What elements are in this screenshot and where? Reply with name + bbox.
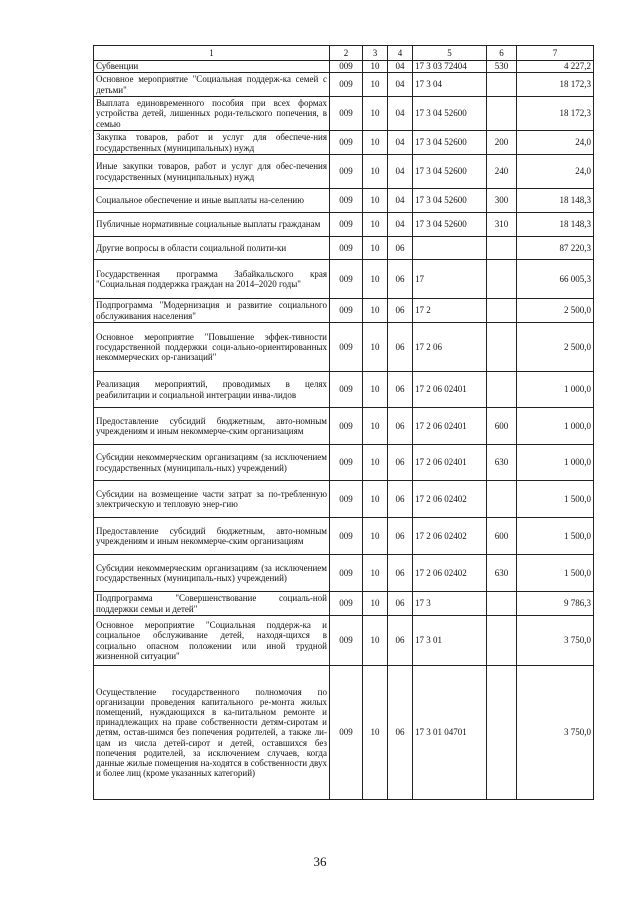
- section-code-cell: 10: [363, 97, 388, 131]
- table-row: [94, 481, 594, 518]
- column-header: 7: [517, 46, 594, 61]
- expense-type-cell: [487, 323, 517, 372]
- expense-type-cell: [487, 299, 517, 323]
- amount-cell: 1 000,0: [517, 408, 594, 445]
- target-article-cell: 17 3: [413, 592, 487, 616]
- table-header-row: [94, 46, 594, 61]
- expense-type-cell: 200: [487, 131, 517, 155]
- subsection-code-cell: 06: [388, 408, 413, 445]
- subsection-code-cell: 06: [388, 445, 413, 481]
- table-row: [94, 155, 594, 189]
- table-row: [94, 260, 594, 299]
- amount-cell: 1 500,0: [517, 518, 594, 555]
- subsection-code-cell: 06: [388, 481, 413, 518]
- target-article-cell: 17 2 06: [413, 323, 487, 372]
- expense-type-cell: 240: [487, 155, 517, 189]
- column-header: 1: [94, 46, 330, 61]
- amount-cell: 1 500,0: [517, 555, 594, 592]
- target-article-cell: 17 3 04 52600: [413, 155, 487, 189]
- section-code-cell: 10: [363, 260, 388, 299]
- subsection-code-cell: 06: [388, 260, 413, 299]
- row-name-cell: Иные закупки товаров, работ и услуг для обес-печения государственных (муниципальных) нужд: [94, 155, 330, 189]
- row-name-cell: Социальное обеспечение и иные выплаты на-селению: [94, 189, 330, 213]
- ministry-code-cell: 009: [330, 189, 363, 213]
- target-article-cell: 17 3 01: [413, 616, 487, 666]
- ministry-code-cell: 009: [330, 408, 363, 445]
- target-article-cell: 17 3 04 52600: [413, 97, 487, 131]
- table-row: [94, 61, 594, 73]
- target-article-cell: 17 2 06 02402: [413, 481, 487, 518]
- table-row: [94, 237, 594, 260]
- subsection-code-cell: 04: [388, 131, 413, 155]
- row-name-cell: Субсидии некоммерческим организациям (за исключением государственных (муниципаль-ных) учреждений): [94, 555, 330, 592]
- amount-cell: 4 227,2: [517, 61, 594, 73]
- table-row: [94, 555, 594, 592]
- row-name-cell: Предоставление субсидий бюджетным, авто-номным учреждениям и иным некоммерче-ским организациям: [94, 518, 330, 555]
- section-code-cell: 10: [363, 189, 388, 213]
- row-name-cell: Реализация мероприятий, проводимых в целях реабилитации и социальной интеграции инва-лидов: [94, 372, 330, 408]
- subsection-code-cell: 04: [388, 73, 413, 97]
- target-article-cell: [413, 237, 487, 260]
- amount-cell: 18 172,3: [517, 97, 594, 131]
- table-row: [94, 372, 594, 408]
- expense-type-cell: 630: [487, 555, 517, 592]
- amount-cell: 18 148,3: [517, 213, 594, 237]
- row-name-cell: Субвенции: [94, 61, 330, 73]
- amount-cell: 87 220,3: [517, 237, 594, 260]
- ministry-code-cell: 009: [330, 445, 363, 481]
- amount-cell: 9 786,3: [517, 592, 594, 616]
- target-article-cell: 17 2 06 02402: [413, 518, 487, 555]
- ministry-code-cell: 009: [330, 97, 363, 131]
- section-code-cell: 10: [363, 666, 388, 800]
- subsection-code-cell: 06: [388, 323, 413, 372]
- ministry-code-cell: 009: [330, 155, 363, 189]
- target-article-cell: 17 2 06 02401: [413, 445, 487, 481]
- section-code-cell: 10: [363, 73, 388, 97]
- ministry-code-cell: 009: [330, 616, 363, 666]
- row-name-cell: Другие вопросы в области социальной полити-ки: [94, 237, 330, 260]
- expense-type-cell: 600: [487, 518, 517, 555]
- subsection-code-cell: 06: [388, 592, 413, 616]
- section-code-cell: 10: [363, 155, 388, 189]
- amount-cell: 24,0: [517, 131, 594, 155]
- row-name-cell: Осуществление государственного полномочия по организации проведения капитального ре-монта жилых помещений, нуждающихся в ка-питальном ремонте и принадлежащих на праве собственности детям-сиротам и детям, остав-шимся без попечения родителей, а также ли-цам из числа детей-сирот и детей, оставшихся без попечения родителей, за исключением случаев, когда данные жилые помещения на-ходятся в собственности двух и более лиц (кроме указанных категорий): [94, 666, 330, 800]
- target-article-cell: 17: [413, 260, 487, 299]
- ministry-code-cell: 009: [330, 481, 363, 518]
- table-row: [94, 666, 594, 800]
- ministry-code-cell: 009: [330, 61, 363, 73]
- table-row: [94, 445, 594, 481]
- expense-type-cell: [487, 481, 517, 518]
- ministry-code-cell: 009: [330, 237, 363, 260]
- section-code-cell: 10: [363, 445, 388, 481]
- subsection-code-cell: 06: [388, 555, 413, 592]
- section-code-cell: 10: [363, 481, 388, 518]
- expense-type-cell: 310: [487, 213, 517, 237]
- expense-type-cell: [487, 592, 517, 616]
- amount-cell: 3 750,0: [517, 616, 594, 666]
- target-article-cell: 17 3 04 52600: [413, 131, 487, 155]
- ministry-code-cell: 009: [330, 555, 363, 592]
- amount-cell: 24,0: [517, 155, 594, 189]
- expense-type-cell: [487, 97, 517, 131]
- ministry-code-cell: 009: [330, 323, 363, 372]
- amount-cell: 66 005,3: [517, 260, 594, 299]
- subsection-code-cell: 04: [388, 155, 413, 189]
- budget-table: [93, 45, 594, 800]
- row-name-cell: Предоставление субсидий бюджетным, авто-номным учреждениям и иным некоммерче-ским организациям: [94, 408, 330, 445]
- table-row: [94, 616, 594, 666]
- row-name-cell: Основное мероприятие "Социальная поддерж-ка семей с детьми": [94, 73, 330, 97]
- ministry-code-cell: 009: [330, 299, 363, 323]
- ministry-code-cell: 009: [330, 213, 363, 237]
- ministry-code-cell: 009: [330, 372, 363, 408]
- target-article-cell: 17 2 06 02401: [413, 372, 487, 408]
- amount-cell: 18 172,3: [517, 73, 594, 97]
- target-article-cell: 17 2: [413, 299, 487, 323]
- row-name-cell: Публичные нормативные социальные выплаты гражданам: [94, 213, 330, 237]
- ministry-code-cell: 009: [330, 592, 363, 616]
- row-name-cell: Основное мероприятие "Повышение эффек-тивности государственной поддержки соци-ально-ориентированных некоммерческих ор-ганизаций": [94, 323, 330, 372]
- target-article-cell: 17 3 01 04701: [413, 666, 487, 800]
- expense-type-cell: 600: [487, 408, 517, 445]
- row-name-cell: Подпрограмма "Модернизация и развитие социального обслуживания населения": [94, 299, 330, 323]
- ministry-code-cell: 009: [330, 131, 363, 155]
- column-header: 3: [363, 46, 388, 61]
- amount-cell: 1 500,0: [517, 481, 594, 518]
- section-code-cell: 10: [363, 299, 388, 323]
- section-code-cell: 10: [363, 237, 388, 260]
- expense-type-cell: [487, 73, 517, 97]
- expense-type-cell: [487, 666, 517, 800]
- expense-type-cell: 530: [487, 61, 517, 73]
- row-name-cell: Выплата единовременного пособия при всех формах устройства детей, лишенных роди-тельского попечения, в семью: [94, 97, 330, 131]
- amount-cell: 2 500,0: [517, 299, 594, 323]
- page-number: 36: [313, 854, 327, 869]
- table-row: [94, 592, 594, 616]
- target-article-cell: 17 2 06 02402: [413, 555, 487, 592]
- target-article-cell: 17 3 04: [413, 73, 487, 97]
- row-name-cell: Закупка товаров, работ и услуг для обеспече-ния государственных (муниципальных) нужд: [94, 131, 330, 155]
- subsection-code-cell: 04: [388, 97, 413, 131]
- table-row: [94, 518, 594, 555]
- expense-type-cell: [487, 237, 517, 260]
- row-name-cell: Субсидии на возмещение части затрат за по-требленную электрическую и тепловую энер-гию: [94, 481, 330, 518]
- column-header: 6: [487, 46, 517, 61]
- subsection-code-cell: 06: [388, 372, 413, 408]
- table-row: [94, 97, 594, 131]
- table-row: [94, 323, 594, 372]
- row-name-cell: Подпрограмма "Совершенствование социаль-ной поддержки семьи и детей": [94, 592, 330, 616]
- amount-cell: 3 750,0: [517, 666, 594, 800]
- ministry-code-cell: 009: [330, 518, 363, 555]
- amount-cell: 18 148,3: [517, 189, 594, 213]
- subsection-code-cell: 04: [388, 61, 413, 73]
- target-article-cell: 17 3 03 72404: [413, 61, 487, 73]
- subsection-code-cell: 06: [388, 299, 413, 323]
- table-body: [94, 61, 594, 800]
- section-code-cell: 10: [363, 213, 388, 237]
- target-article-cell: 17 3 04 52600: [413, 189, 487, 213]
- row-name-cell: Субсидии некоммерческим организациям (за исключением государственных (муниципаль-ных) учреждений): [94, 445, 330, 481]
- expense-type-cell: 300: [487, 189, 517, 213]
- subsection-code-cell: 04: [388, 189, 413, 213]
- subsection-code-cell: 06: [388, 666, 413, 800]
- amount-cell: 1 000,0: [517, 372, 594, 408]
- expense-type-cell: [487, 372, 517, 408]
- subsection-code-cell: 04: [388, 213, 413, 237]
- expense-type-cell: 630: [487, 445, 517, 481]
- section-code-cell: 10: [363, 61, 388, 73]
- ministry-code-cell: 009: [330, 260, 363, 299]
- amount-cell: 1 000,0: [517, 445, 594, 481]
- ministry-code-cell: 009: [330, 666, 363, 800]
- row-name-cell: Основное мероприятие "Социальная поддерж-ка и социальное обслуживание детей, находя-щихся в социально опасном положении или иной трудной жизненной ситуации": [94, 616, 330, 666]
- target-article-cell: 17 3 04 52600: [413, 213, 487, 237]
- table-row: [94, 73, 594, 97]
- subsection-code-cell: 06: [388, 237, 413, 260]
- expense-type-cell: [487, 260, 517, 299]
- subsection-code-cell: 06: [388, 616, 413, 666]
- table-row: [94, 189, 594, 213]
- ministry-code-cell: 009: [330, 73, 363, 97]
- section-code-cell: 10: [363, 131, 388, 155]
- table-row: [94, 408, 594, 445]
- section-code-cell: 10: [363, 616, 388, 666]
- column-header: 4: [388, 46, 413, 61]
- section-code-cell: 10: [363, 592, 388, 616]
- target-article-cell: 17 2 06 02401: [413, 408, 487, 445]
- expense-type-cell: [487, 616, 517, 666]
- section-code-cell: 10: [363, 408, 388, 445]
- section-code-cell: 10: [363, 323, 388, 372]
- table-row: [94, 299, 594, 323]
- subsection-code-cell: 06: [388, 518, 413, 555]
- row-name-cell: Государственная программа Забайкальского края "Социальная поддержка граждан на 2014–2020 годы": [94, 260, 330, 299]
- section-code-cell: 10: [363, 518, 388, 555]
- amount-cell: 2 500,0: [517, 323, 594, 372]
- table-row: [94, 131, 594, 155]
- column-header: 2: [330, 46, 363, 61]
- section-code-cell: 10: [363, 555, 388, 592]
- column-header: 5: [413, 46, 487, 61]
- section-code-cell: 10: [363, 372, 388, 408]
- table-row: [94, 213, 594, 237]
